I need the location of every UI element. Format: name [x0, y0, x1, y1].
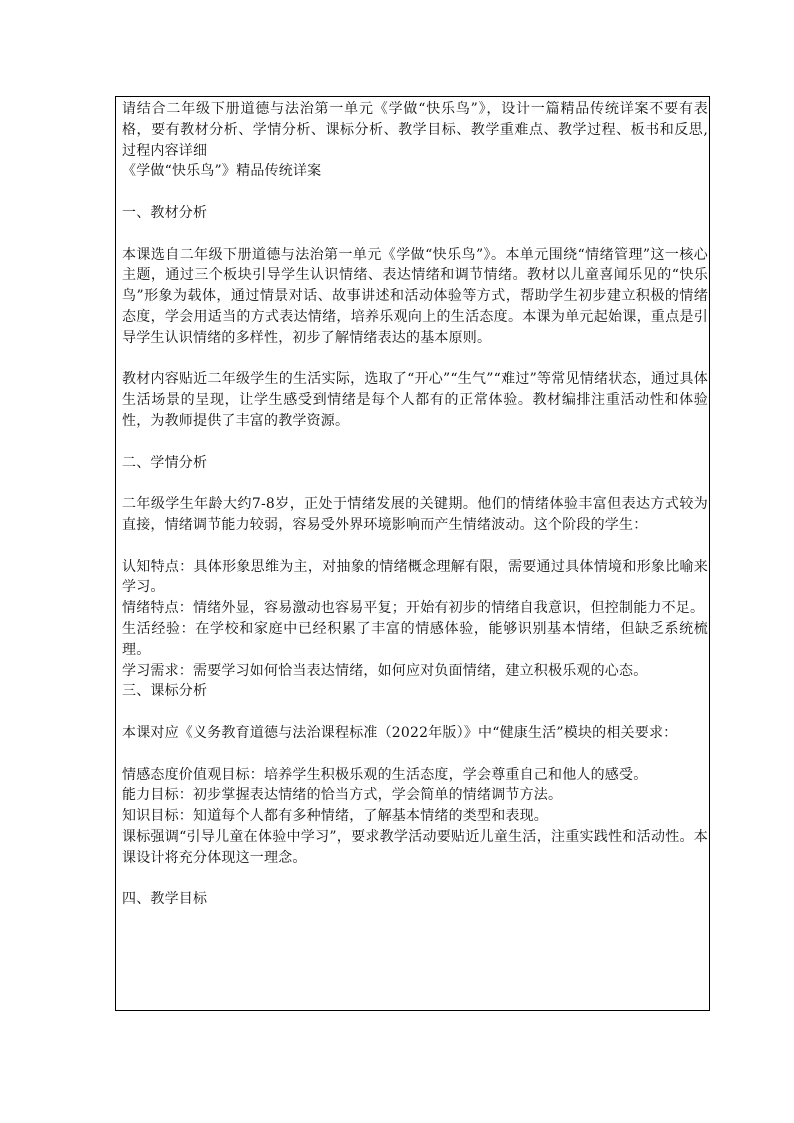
paragraph: 教材内容贴近二年级学生的生活实际，选取了“开心”“生气”“难过”等常见情绪状态，通过具体生活场景的呈现，让学生感受到情绪是每个人都有的正常体验。教材编排注重活动性和体验性，为教师提供了丰富的教学资源。	[122, 371, 708, 429]
paragraph: 能力目标：初步掌握表达情绪的恰当方式，学会简单的情绪调节方法。	[122, 787, 563, 804]
paragraph: 本课选自二年级下册道德与法治第一单元《学做“快乐鸟”》。本单元围绕“情绪管理”这一核心主题，通过三个板块引导学生认识情绪、表达情绪和调节情绪。教材以儿童喜闻乐见的“快乐鸟”形象为载体，通过情景对话、故事讲述和活动体验等方式，帮助学生初步建立积极的情绪态度，学会用适当的方式表达情绪，培养乐观向上的生活态度。本课为单元起始课，重点是引导学生认识情绪的多样性，初步了解情绪表达的基本原则。	[122, 246, 708, 346]
paragraph: 知识目标：知道每个人都有多种情绪，了解基本情绪的类型和表现。	[122, 808, 548, 825]
section-heading-teaching-goals: 四、教学目标	[122, 891, 208, 908]
section-heading-curriculum-analysis: 三、课标分析	[122, 683, 208, 700]
paragraph: 课标强调“引导儿童在体验中学习”，要求教学活动要贴近儿童生活，注重实践性和活动性。本课设计将充分体现这一理念。	[122, 828, 708, 866]
paragraph: 情感态度价值观目标：培养学生积极乐观的生活态度，学会尊重自己和他人的感受。	[122, 766, 648, 783]
prompt-text: 请结合二年级下册道德与法治第一单元《学做“快乐鸟”》，设计一篇精品传统详案不要有表格，要有教材分析、学情分析、课标分析、教学目标、教学重难点、教学过程、板书和反思,过程内容详细	[122, 101, 708, 159]
paragraph: 生活经验：在学校和家庭中已经积累了丰富的情感体验，能够识别基本情绪，但缺乏系统梳理。	[122, 620, 708, 658]
paragraph: 本课对应《义务教育道德与法治课程标准（2022年版）》中“健康生活”模块的相关要求：	[122, 724, 678, 741]
document-title: 《学做“快乐鸟”》精品传统详案	[122, 163, 322, 180]
paragraph: 认知特点：具体形象思维为主，对抽象的情绪概念理解有限，需要通过具体情境和形象比喻来学习。	[122, 558, 708, 596]
paragraph: 二年级学生年龄大约7-8岁，正处于情绪发展的关键期。他们的情绪体验丰富但表达方式较为直接，情绪调节能力较弱，容易受外界环境影响而产生情绪波动。这个阶段的学生：	[122, 496, 708, 533]
document-body	[122, 99, 708, 910]
paragraph: 情绪特点：情绪外显，容易激动也容易平复；开始有初步的情绪自我意识，但控制能力不足。	[122, 600, 705, 617]
section-heading-student-analysis: 二、学情分析	[122, 454, 208, 471]
paragraph: 学习需求：需要学习如何恰当表达情绪，如何应对负面情绪，建立积极乐观的心态。	[122, 662, 648, 679]
section-heading-textbook-analysis: 一、教材分析	[122, 204, 208, 221]
